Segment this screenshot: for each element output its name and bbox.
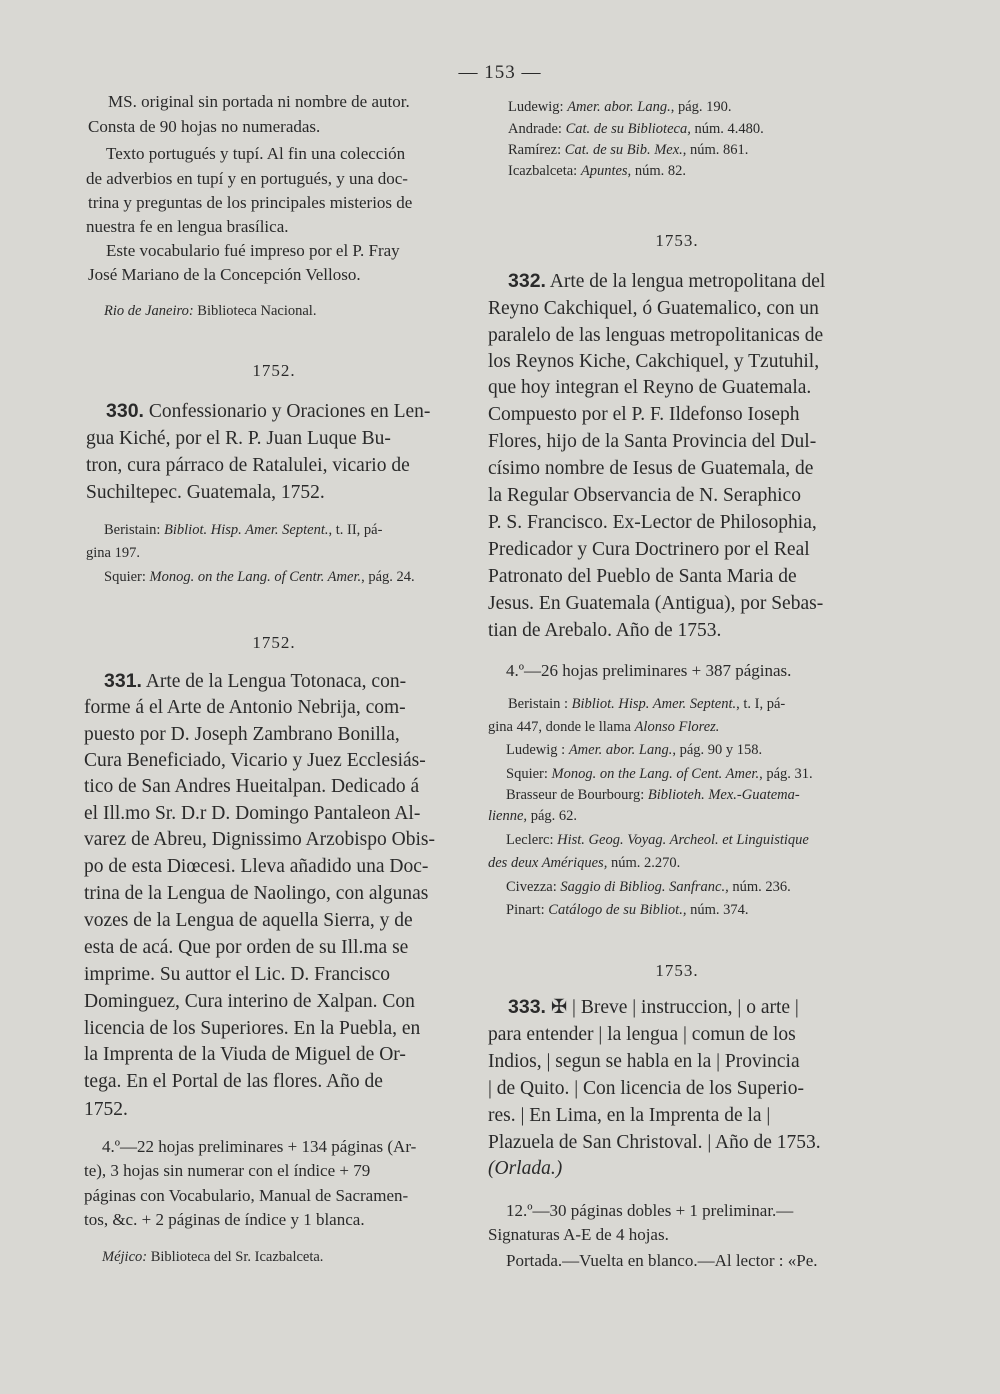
entry-333-line: (Orlada.) [488, 1158, 563, 1179]
entry-333-line: Indios, | segun se habla en la | Provincia [488, 1051, 800, 1072]
entry-332-line: los Reynos Kiche, Cakchiquel, y Tzutuhil, [488, 351, 820, 372]
cross-icon: ✠ [550, 997, 568, 1018]
reference-line: gina 447, donde le llama Alonso Florez. [488, 719, 720, 735]
entry-331-line: varez de Abreu, Dignissimo Arzobispo Obis- [84, 829, 435, 850]
year-heading: 1752. [252, 633, 296, 652]
description-line: tos, &c. + 2 páginas de índice y 1 blanca. [84, 1210, 365, 1229]
text-line: José Mariano de la Concepción Velloso. [88, 265, 361, 284]
entry-331-line: forme á el Arte de Antonio Nebrija, com- [84, 697, 406, 718]
entry-331-line: imprime. Su auttor el Lic. D. Francisco [84, 964, 390, 985]
description-line: 4.º—22 hojas preliminares + 134 páginas (Ar- [102, 1137, 417, 1156]
reference-line: Civezza: Saggio di Bibliog. Sanfranc., núm. 236. [506, 879, 791, 895]
description-line: páginas con Vocabulario, Manual de Sacramen- [84, 1186, 409, 1205]
text-line: MS. original sin portada ni nombre de autor. [108, 92, 410, 111]
reference-line: Beristain: Bibliot. Hisp. Amer. Septent., t. II, pá- [104, 522, 383, 538]
description-line: 4.º—26 hojas preliminares + 387 páginas. [506, 661, 792, 680]
entry-331-line: Dominguez, Cura interino de Xalpan. Con [84, 991, 415, 1012]
reference-line: gina 197. [86, 545, 140, 561]
reference-line: Andrade: Cat. de su Biblioteca, núm. 4.480. [508, 121, 764, 137]
entry-333-line: Plazuela de San Christoval. | Año de 1753. [488, 1132, 821, 1153]
entry-332-line: císimo nombre de Iesus de Guatemala, de [488, 458, 814, 479]
entry-number: 331. [104, 670, 142, 692]
reference-line: Squier: Monog. on the Lang. of Cent. Amer., pág. 31. [506, 766, 813, 782]
description-line: 12.º—30 páginas dobles + 1 preliminar.— [506, 1201, 794, 1220]
entry-332-line: Compuesto por el P. F. Ildefonso Ioseph [488, 404, 800, 425]
entry-332-line: Flores, hijo de la Santa Provincia del Dul- [488, 431, 817, 452]
location-line: Méjico: Biblioteca del Sr. Icazbalceta. [102, 1249, 324, 1265]
entry-332-line: tian de Arebalo. Año de 1753. [488, 620, 722, 641]
entry-333-line: 333. ✠ | Breve | instruccion, | o arte | [508, 996, 799, 1018]
text-line: nuestra fe en lengua brasílica. [86, 217, 289, 236]
description-line: Signaturas A-E de 4 hojas. [488, 1225, 669, 1244]
entry-333-line: | de Quito. | Con licencia de los Superio- [488, 1078, 804, 1099]
entry-330-line: gua Kiché, por el R. P. Juan Luque Bu- [86, 428, 391, 449]
reference-line: Squier: Monog. on the Lang. of Centr. Amer., pág. 24. [104, 569, 415, 585]
entry-330-line: 330. Confessionario y Oraciones en Len- [106, 400, 431, 422]
entry-333-line: para entender | la lengua | comun de los [488, 1024, 796, 1045]
description-line: te), 3 hojas sin numerar con el índice + 79 [84, 1161, 371, 1180]
entry-332-line: paralelo de las lenguas metropolitanicas de [488, 325, 824, 346]
text-line: Consta de 90 hojas no numeradas. [88, 117, 321, 136]
entry-330-line: tron, cura párraco de Ratalulei, vicario de [86, 455, 410, 476]
entry-331-line: tega. En el Portal de las flores. Año de [84, 1071, 383, 1092]
location-line: Rio de Janeiro: Biblioteca Nacional. [104, 303, 317, 319]
entry-333-line: res. | En Lima, en la Imprenta de la | [488, 1105, 771, 1126]
year-heading: 1752. [252, 361, 296, 380]
entry-331-line: la Imprenta de la Viuda de Miguel de Or- [84, 1044, 406, 1065]
entry-332-line: 332. Arte de la lengua metropolitana del [508, 270, 826, 292]
reference-line: Pinart: Catálogo de su Bibliot., núm. 374. [506, 902, 749, 918]
entry-332-line: Reyno Cakchiquel, ó Guatemalico, con un [488, 298, 819, 319]
text-line: Texto portugués y tupí. Al fin una colección [106, 144, 406, 163]
text-line: trina y preguntas de los principales misterios de [88, 193, 413, 212]
reference-line: Leclerc: Hist. Geog. Voyag. Archeol. et Linguistique [506, 832, 809, 848]
entry-331-line: Cura Beneficiado, Vicario y Juez Ecclesiás- [84, 750, 426, 771]
entry-332-line: Predicador y Cura Doctrinero por el Real [488, 539, 810, 560]
year-heading: 1753. [655, 961, 699, 980]
entry-332-line: la Regular Observancia de N. Seraphico [488, 485, 801, 506]
description-line: Portada.—Vuelta en blanco.—Al lector : «Pe. [506, 1251, 818, 1270]
entry-332-line: Patronato del Pueblo de Santa Maria de [488, 566, 797, 587]
entry-331-line: puesto por D. Joseph Zambrano Bonilla, [84, 724, 400, 745]
entry-331-line: el Ill.mo Sr. D.r D. Domingo Pantaleon Al- [84, 803, 421, 824]
entry-331-line: po de esta Diœcesi. Lleva añadido una Doc- [84, 856, 429, 877]
text-line: de adverbios en tupí y en portugués, y una doc- [86, 169, 408, 188]
reference-line: lienne, pág. 62. [488, 808, 577, 824]
entry-number: 330. [106, 400, 144, 422]
page-number: — 153 — [458, 62, 542, 83]
reference-line: des deux Amériques, núm. 2.270. [488, 855, 681, 871]
reference-line: Brasseur de Bourbourg: Biblioteh. Mex.-Guatema- [506, 787, 800, 803]
entry-331-line: tico de San Andres Hueitalpan. Dedicado á [84, 776, 420, 797]
reference-line: Ludewig: Amer. abor. Lang., pág. 190. [508, 99, 732, 115]
entry-number: 333. [508, 996, 546, 1018]
entry-331-line: vozes de la Lengua de aquella Sierra, y de [84, 910, 413, 931]
entry-331-line: 331. Arte de la Lengua Totonaca, con- [104, 670, 407, 692]
entry-332-line: que hoy integran el Reyno de Guatemala. [488, 377, 812, 398]
reference-line: Beristain : Bibliot. Hisp. Amer. Septent., t. I, pá- [508, 696, 786, 712]
text-line: Este vocabulario fué impreso por el P. Fray [106, 241, 400, 260]
entry-331-line: 1752. [84, 1099, 128, 1120]
entry-331-line: trina de la Lengua de Naolingo, con algunas [84, 883, 429, 904]
reference-line: Ludewig : Amer. abor. Lang., pág. 90 y 158. [506, 742, 763, 758]
entry-331-line: esta de acá. Que por orden de su Ill.ma se [84, 937, 409, 958]
reference-line: Ramírez: Cat. de su Bib. Mex., núm. 861. [508, 142, 749, 158]
reference-line: Icazbalceta: Apuntes, núm. 82. [508, 163, 686, 179]
entry-332-line: Jesus. En Guatemala (Antigua), por Sebas- [488, 593, 824, 614]
entry-331-line: licencia de los Superiores. En la Puebla, en [84, 1018, 421, 1039]
year-heading: 1753. [655, 231, 699, 250]
entry-number: 332. [508, 270, 546, 292]
entry-332-line: P. S. Francisco. Ex-Lector de Philosophia, [488, 512, 817, 533]
entry-330-line: Suchiltepec. Guatemala, 1752. [86, 482, 325, 503]
